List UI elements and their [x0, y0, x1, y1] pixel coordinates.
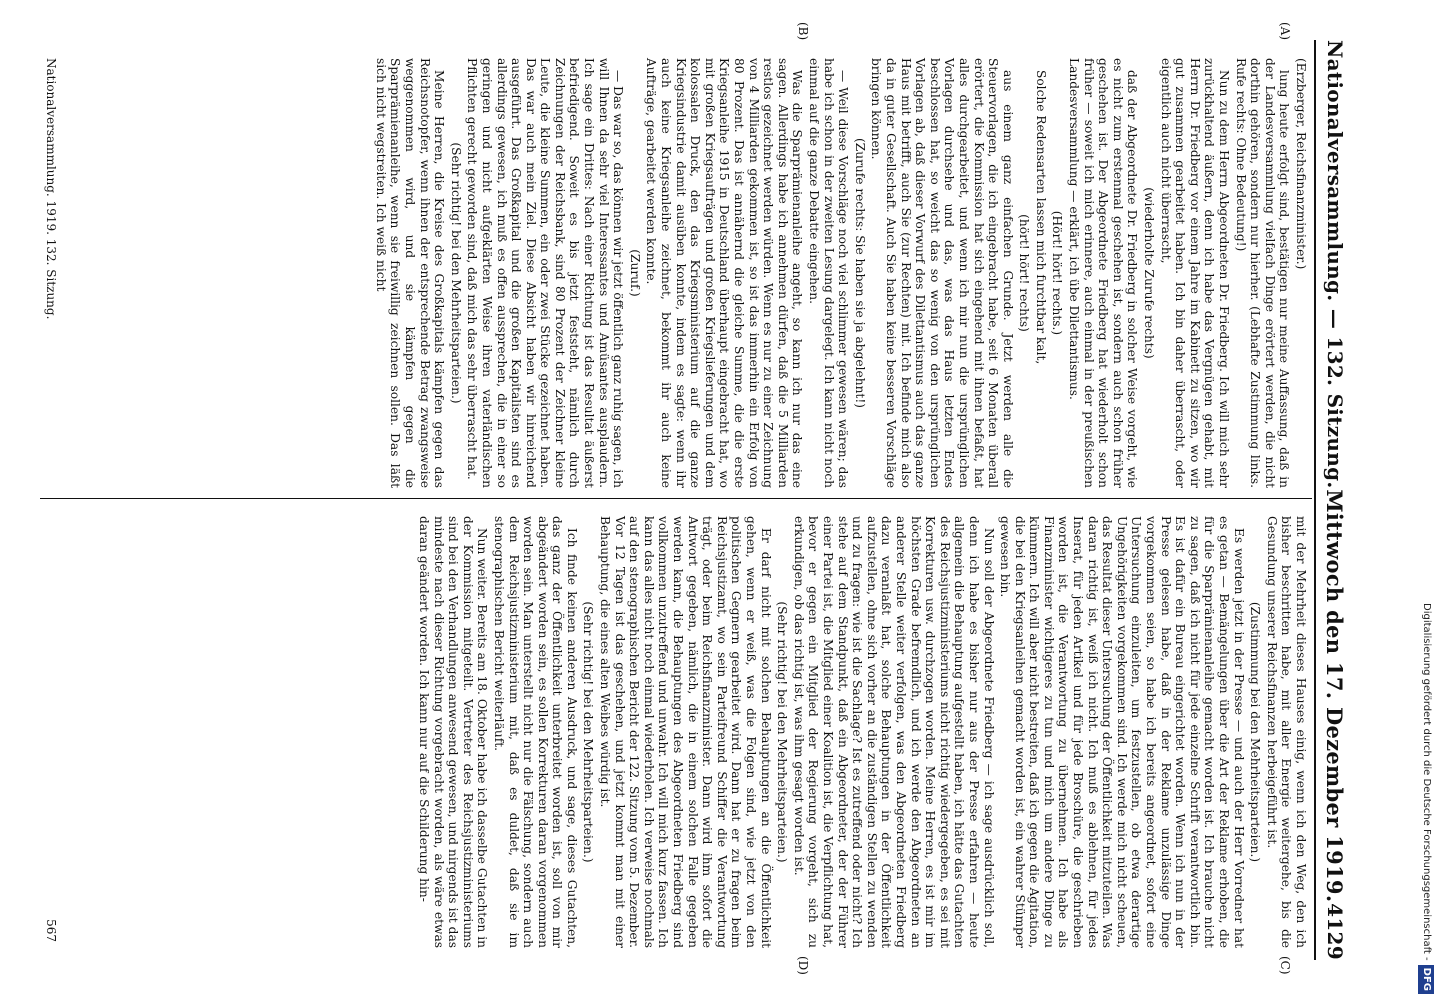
left-column	[371, 58, 1308, 488]
left-column-paragraph: Nun zu dem Herrn Abgeordneten Dr. Friedberg. Ich will mich sehr zurückhaltend äußern, denn ich habe das Vergnügen gehabt, mit Herrn Dr. Friedberg vor einem Jahre im Kabinett zu sitzen, wo wir gut zusammen gearbeitet haben. Ich bin daher überrascht, oder eigentlich auch nicht überrascht,	[1158, 58, 1232, 488]
right-column-paragraph: Ich finde keinen anderen Ausdruck, und sage, dieses Gutachten, das ganz der Öffentlichkeit unterbreitet worden ist, soll von mir abgeändert worden sein, es sollen Korrekturen daran vorgenommen worden sein. Man unterstellt nicht nur die Fälschung, sondern auch dem Reichsjustizministerium mit, daß es duldet, daß sie im stenographischen Bericht weiterläuft.	[491, 516, 579, 948]
right-column-paragraph: Er darf nicht mit solchen Behauptungen an die Öffentlichkeit gehen, wenn er weiß, was die Folgen sind, wie jetzt von den politischen Gegnern gearbeitet wird. Dann hat er zu fragen beim Reichsjustizamt, wo sein Parteifreund Schiffer die Verantwortung trägt, oder beim Reichsfinanzminister. Dann wird ihm sofort die Antwort gegeben, nämlich, die in einem solchen Falle gegeben werden kann, die Behauptungen des Abgeordneten Friedberg sind vollkommen unzutreffend und unwahr. Ich will mich kurz fassen. Ich kann das alles nicht noch einmal wiederholen. Ich verweise nochmals auf den stenographischen Bericht der 122. Sitzung vom 5. Dezember. Vor 12 Tagen ist das geschehen, und jetzt kommt man mit einer Behauptung, die eines alten Weibes würdig ist.	[598, 516, 773, 948]
margin-marker-b: (B)	[796, 22, 810, 41]
sheet-number: 567	[44, 919, 58, 942]
left-column-paragraph: Was die Sparprämienanleihe angeht, so kann ich nur das eine sagen. Allerdings habe ich annehmen dürfen, daß die 5 Milliarden restlos gezeichnet werden würden. Wenn es nur zu einer Zeichnung von 4 Milliarden gekommen ist, so ist das immerhin ein Erfolg von 80 Prozent. Das ist annähernd die gleiche Summe, die die erste Kriegsanleihe 1915 in Deutschland überhaupt eingebracht hat, wo mit großen Kriegsaufträgen und großen Kriegslieferungen und dem kolossalen Druck, den das Kriegsministerium auf die ganze Kriegsindustrie damit ausüben konnte, indem es sagte: wenn ihr auch keine Kriegsanleihe zeichnet, bekommt ihr auch keine Aufträge, gearbeitet werden konnte.	[644, 58, 805, 488]
margin-marker-a: (A)	[1278, 22, 1292, 41]
margin-marker-d: (D)	[796, 956, 810, 975]
digitization-text: Digitalisierung gefördert durch die Deutsche Forschungsgemeinschaft -	[1421, 603, 1432, 961]
right-column	[414, 516, 1308, 948]
dfg-badge: DFG	[1418, 965, 1434, 994]
left-column-paragraph: (Erzberger, Reichsfinanzminister.)	[1294, 58, 1308, 270]
right-column-paragraph: (Zustimmung bei den Mehrheitsparteien.)	[1248, 601, 1263, 863]
left-column-paragraph: — Das war so, das können wir jetzt öffentlich ganz ruhig sagen, ich will Ihnen da sehr viel Interessantes und Amüsantes ausplaudern. Ich sage ein Drittes: Nach einer Richtung ist das Resultat äußerst befriedigend. Soweit es bis jetzt feststeht, nämlich durch Zeichnungen der Reichsbank, sind 80 Prozent der Zeichner kleine Leute, die kleine Summen, ein oder zwei Stücke gezeichnet haben. Das war auch mein Ziel. Diese Absicht haben wir hinreichend ausgeführt. Das Großkapital und die großen Kapitalisten sind es allerdings gewesen, ich muß es offen aussprechen, die in einer so geringen und nicht aufgeklärten Weise ihren vaterländischen Pflichten gerecht geworden sind, daß mich das sehr überrascht hat.	[465, 58, 626, 488]
page-header	[1318, 40, 1352, 960]
column-divider	[40, 498, 1312, 499]
left-column-paragraph: Meine Herren, die Kreise des Großkapitals kämpfen gegen das Reichsnotopfer, wenn ihnen der entsprechende Betrag zwangsweise weggenommen wird, und sie kämpfen gegen die Sparprämienanleihe, wenn sie freiwillig zeichnen sollen. Das läßt sich nicht wegstreiten. Ich weiß nicht	[373, 58, 447, 488]
left-column-paragraph: Solche Redensarten lassen mich furchtbar kalt,	[1033, 70, 1048, 365]
left-column-paragraph: (hört! hört! rechts)	[1017, 214, 1032, 332]
right-column-paragraph: (Sehr richtig! bei den Mehrheitsparteien.)	[775, 601, 790, 863]
digitization-note	[1418, 8, 1434, 994]
right-column-paragraph: Nun weiter. Bereits am 18. Oktober habe ich dasselbe Gutachten in der Kommission mitgeteilt. Vertreter des Reichsjustizministeriums sind bei den Verhandlungen anwesend gewesen, und nirgends ist das mindeste nach dieser Richtung vorgebracht worden, als wäre etwas daran geändert worden. Ich kann nur auf die Schilderung hin-	[416, 516, 490, 948]
left-column-paragraph: (Zurufe rechts: Sie haben sie ja abgelehnt!)	[852, 138, 867, 408]
header-rule	[1314, 40, 1316, 960]
left-column-paragraph: aus einem ganz einfachen Grunde. Jetzt werden alle die Steuervorlagen, die ich eingebracht habe, seit 6 Monaten überall erörtert, die Kommission hat sich eingehend mit ihnen befaßt, hat alles durchgearbeitet, und wenn ich mir nun die ursprünglichen Vorlagen durchsehe und das, was das Haus letzten Endes beschlossen hat, so weicht das so wenig von den ursprünglichen Vorlagen ab, daß dieser Vorwurf des Dilettantismus auch das ganze Haus mit betrifft, auch Sie (zur Rechten) mit. Ich befinde mich also da in guter Gesellschaft. Auch Sie haben keine besseren Vorschläge bringen können.	[869, 58, 1015, 488]
right-column-paragraph: (Sehr richtig! bei den Mehrheitsparteien.)	[581, 601, 596, 863]
header-date: Mittwoch den 17. Dezember 1919.	[1322, 489, 1348, 903]
page-footer: Nationalversammlung. 1919. 132. Sitzung.	[44, 58, 58, 320]
right-column-paragraph: Nun soll der Abgeordnete Friedberg — ich sage ausdrücklich soll, denn ich habe es bisher nur aus der Presse erfahren — heute allgemein die Behauptung aufgestellt haben, ich hätte das Gutachten des Reichsjustizministeriums nicht richtig wiedergegeben, es sei mit Korrekturen usw. durchzogen worden. Meine Herren, es ist mir im höchsten Grade befremdlich, und ich werde den Abgeordneten an anderer Stelle weiter verfolgen, was den Abgeordneten Friedberg dazu veranlaßt hat, solche Behauptungen in der Öffentlichkeit aufzustellen, ohne sich vorher an die zuständigen Stellen zu wenden und zu fragen: wie ist die Sachlage? Ist es zutreffend oder nicht? Ich stehe auf dem Standpunkt, daß ein Abgeordneter, der der Führer einer Partei ist, die Mitglied einer Koalition ist, die Verpflichtung hat, bevor er gegen ein Mitglied der Regierung vorgeht, sich zu erkundigen, ob das richtig ist, was ihm gesagt worden ist.	[791, 516, 996, 948]
left-column-paragraph: lung heute erfolgt sind, bestätigen nur meine Auffassung, daß in der Landesversammlung vielfach Dinge erörtert werden, die nicht dorthin gehören, sondern nur hierher. (Lebhafte Zustimmung links. Rufe rechts: Ohne Bedeutung!)	[1233, 58, 1292, 488]
left-column-paragraph: (wiederholte Zurufe rechts)	[1142, 187, 1157, 359]
right-column-paragraph: Es werden jetzt in der Presse — und auch der Herr Vorredner hat es getan — Bemängelungen über die Art der Reklame erhoben, die für die Sparprämienanleihe gemacht worden ist. Ich brauche nicht zu sagen, daß ich nicht für jede einzelne Schrift verantwortlich bin. Es ist dafür ein Bureau eingerichtet worden. Wenn ich nun in der Presse gelesen habe, daß in der Reklame unzulässige Dinge vorgekommen seien, so habe ich bereits angeordnet, sofort eine Untersuchung einzuleiten, um festzustellen, ob etwa derartige Ungehörigkeiten vorgekommen sind. Ich werde mich nicht scheuen, das Resultat dieser Untersuchung der Öffentlichkeit mitzuteilen. Was daran richtig ist, weiß ich nicht. Ich muß es ablehnen, für jedes Inserat, für jeden Artikel und für jede Broschüre, die geschrieben worden ist, die Verantwortung zu übernehmen. Ich habe als Finanzminister wichtigeres zu tun und mich um andere Dinge zu kümmern. Ich will aber nicht bestreiten, daß ich gegen die Agitation, die bei den Kriegsanleihen gemacht worden ist, ein wahrer Stümper gewesen bin.	[998, 516, 1246, 948]
left-column-paragraph: daß der Abgeordnete Dr. Friedberg in solcher Weise vorgeht, wie es nicht zum erstenmal geschehen ist, sondern auch schon früher geschehen ist. Der Abgeordnete Friedberg hat wiederholt schon früher — soweit ich mich erinnere, auch einmal in der preußischen Landesversammlung — erklärt, ich übe Dilettantismus.	[1067, 58, 1140, 488]
left-column-paragraph: (Hört! hört! rechts.)	[1050, 210, 1065, 336]
right-column-paragraph: mit der Mehrheit dieses Hauses einig, wenn ich den Weg, den ich bisher beschritten habe, mit aller Energie weitergehe, bis die Gesundung unserer Reichsfinanzen herbeigeführt ist.	[1264, 516, 1308, 948]
page-number: 4129	[1323, 903, 1347, 960]
left-column-paragraph: — Weil diese Vorschläge noch viel schlimmer gewesen wären; das habe ich schon in der zweiten Lesung dargelegt. Ich kann nicht noch einmal auf die ganze Debatte eingehen.	[807, 58, 851, 488]
left-column-paragraph: (Zuruf.)	[627, 249, 642, 297]
header-left: Nationalversammlung. — 132. Sitzung.	[1323, 40, 1347, 489]
left-column-paragraph: (Sehr richtig! bei den Mehrheitsparteien.)	[448, 142, 463, 404]
margin-marker-c: (C)	[1278, 956, 1292, 975]
